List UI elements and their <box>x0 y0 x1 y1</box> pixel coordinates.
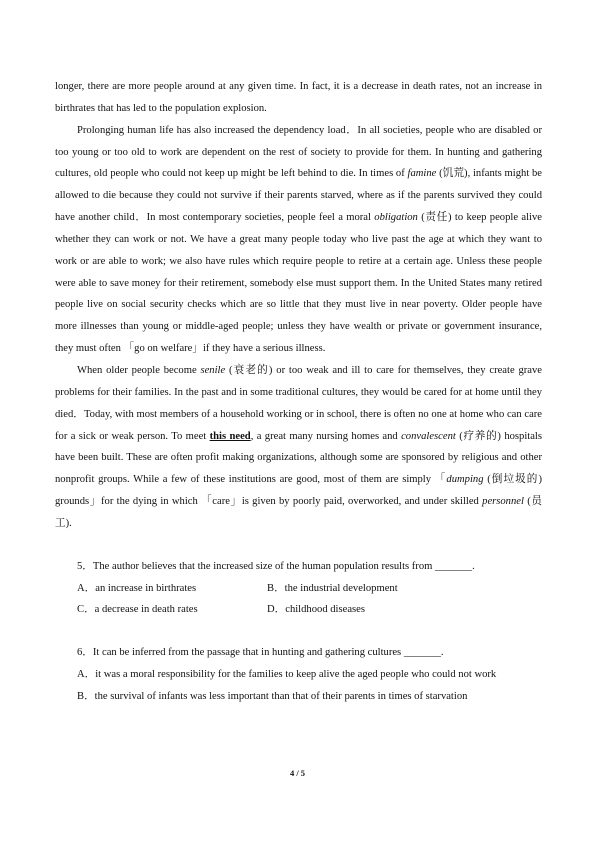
passage-paragraph-2: Prolonging human life has also increased the dependency load．In all societies, people who are disabled or too young or too old to work are dependent on the rest of society to provide for them. In hunting and gathering cultures, old people who could not keep up might be left behind to die. In times of famine (饥荒), infants might be allowed to die because they could not survive if their parents starved, where as if the parents survived they could have another child．In most contemporary societies, people feel a moral obligation (责任) to keep people alive whether they can work or not. We have a great many people today who live past the age at which they want to work or are able to work; we also have rules which require people to retire at a certain age. Unless these people were able to save money for their retirement, somebody else must support them. In the United States many retired people live on social security checks which are so little that they must live in near poverty. Older people have more illnesses than young or middle-aged people; unless they have wealth or private or government insurance, they must often 「go on welfare」if they have a serious illness. <box>55 124 542 355</box>
term-famine: famine <box>407 168 437 180</box>
question-6-option-b[interactable]: B．the survival of infants was less important than that of their parents in times of starvation <box>77 690 468 702</box>
question-6-stem: 6．It can be inferred from the passage that in hunting and gathering cultures _______. <box>77 647 444 659</box>
question-5-option-d[interactable]: D．childhood diseases <box>267 604 365 616</box>
question-6 <box>55 642 542 708</box>
term-senile: senile <box>200 364 226 376</box>
passage-paragraph-3: When older people become senile (衰老的) or too weak and ill to care for themselves, they create grave problems for their families. In the past and in some traditional cultures, they would be cared for at home until they died．Today, with most members of a household working or in school, there is often no one at home who can care for a sick or weak person. To meet this need, a great many nursing homes and convalescent (疗养的) hospitals have been built. These are often profit making organizations, although some are sponsored by religious and other nonprofit groups. While a few of these institutions are good, most of them are simply 「dumping (倒垃圾的) grounds」for the dying in which 「care」is given by poorly paid, overworked, and under skilled personnel (员工). <box>55 364 542 529</box>
question-5-option-a[interactable]: A．an increase in birthrates <box>77 582 197 594</box>
question-6-option-a[interactable]: A．it was a moral responsibility for the families to keep alive the aged people who could not work <box>77 669 497 681</box>
question-5-option-b[interactable]: B．the industrial development <box>267 582 398 594</box>
document-page <box>55 76 542 708</box>
passage-paragraph-1: longer, there are more people around at any given time. In fact, it is a decrease in death rates, not an increase in birthrates that has led to the population explosion. <box>55 81 542 114</box>
term-obligation: obligation <box>374 212 418 224</box>
question-5-option-c[interactable]: C．a decrease in death rates <box>77 604 198 616</box>
question-5-options-row-1 <box>55 578 542 600</box>
term-convalescent: convalescent <box>401 430 456 442</box>
term-this-need: this need <box>209 430 251 442</box>
term-personnel: personnel <box>482 496 524 508</box>
term-dumping: dumping <box>446 474 484 486</box>
question-5 <box>55 556 542 622</box>
page-number: 4 / 5 <box>289 768 306 778</box>
question-5-stem: 5．The author believes that the increased size of the human population results from _______. <box>77 560 475 572</box>
question-5-options-row-2 <box>55 599 542 621</box>
